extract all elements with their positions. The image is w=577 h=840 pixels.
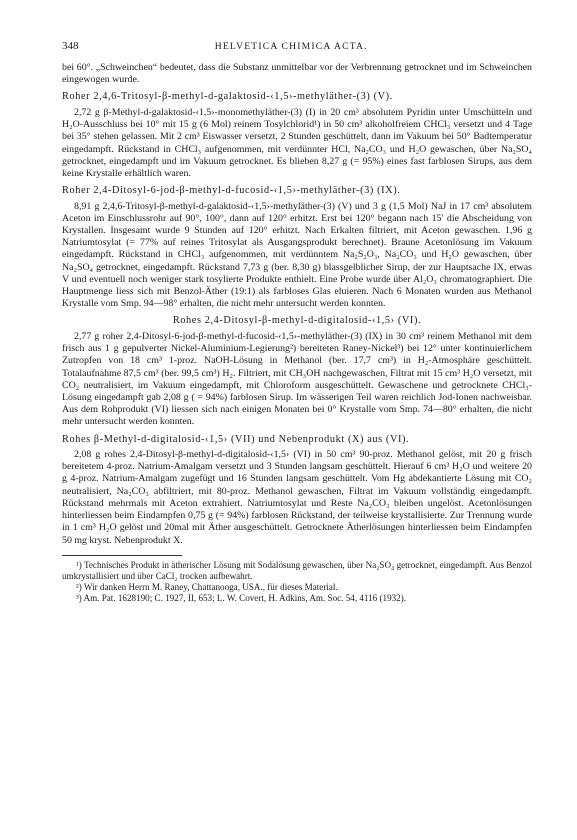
- article-body: [62, 62, 532, 547]
- page-number: 348: [62, 40, 79, 52]
- section-heading: Roher 2,4,6-Tritosyl-β-methyl-d-galaktosid-‹1,5›-methyläther-(3) (V).: [62, 91, 393, 103]
- footnotes: [62, 560, 532, 605]
- section-heading: Roher 2,4-Ditosyl-6-jod-β-methyl-d-fucosid-‹1,5›-methyläther-(3) (IX).: [62, 185, 401, 197]
- body-paragraph: 8,91 g 2,4,6-Tritosyl-β-methyl-d-galaktosid-‹1,5›-methyläther-(3) (V) und 3 g (1,5 Mol) NaJ in 17 cm³ absolutem Aceton im Einschlussrohr auf 90°, 100°, dann auf 120° erhitzt. Erst bei 120° begann nach 15′ die Abscheidung von Krystallen. Insgesamt wurde 9 Stunden auf 120° erhitzt. Nach Erkalten filtriert, mit Aceton gewaschen. 1,96 g Natriumtosylat (= 77% auf reines Tritosylat als Ausgangsprodukt berechnet). Braune Acetonlösung im Vakuum eingedampft. Rückstand in CHCl₃ aufgenommen, mit verdünntem Na₂S₂O₃, Na₂CO₃ und H₂O gewaschen, über Na₂SO₄ getrocknet, eingedampft. Rückstand 7,73 g (ber. 8,30 g) blassgelblicher Sirup, der zur Hauptsache IX, etwas V und eventuell noch weniger stark tosylierte Produkte enthielt. Eine Probe wurde über Al₂O₃ chromatographiert. Die Hauptmenge liess sich mit Benzol-Äther (19:1) als farbloses Glas eluieren. Nach 6 Monaten wurden aus Methanol Krystalle vom Smp. 94—98° erhalten, die nicht mehr untersucht werden konnten.: [62, 200, 532, 310]
- page: [62, 40, 532, 605]
- page-header: [62, 40, 532, 52]
- body-paragraph: 2,77 g roher 2,4-Ditosyl-6-jod-β-methyl-d-fucosid-‹1,5›-methyläther-(3) (IX) in 30 cm³ reinem Methanol mit dem frisch aus 1 g gepulverter Nickel-Aluminium-Legierung²) bereiteten Raney-Nickel³) bei 12° unter kontinuierlichem Zutropfen von 18 cm³ 1-proz. NaOH-Lösung in Methanol (ber. 17,7 cm³) in H₂-Atmosphäre geschüttelt. Totalaufnahme 87,5 cm³ (ber. 99,5 cm³) H₂. Filtriert, mit CH₃OH nachgewaschen, Filtrat mit 15 cm³ H₂O versetzt, mit CO₂ neutralisiert, im Vakuum eingedampft, mit Chloroform ausgeschüttelt. Gewaschene und getrocknete CHCl₃-Lösung eingedampft gab 2,08 g ( = 94%) farblosen Sirup. Im wässerigen Teil waren reichlich Jod-Ionen nachweisbar. Aus dem Rohprodukt (VI) liessen sich nach einigen Monaten bei 0° Krystalle vom Smp. 74—80° erhalten, die nicht mehr untersucht werden konnten.: [62, 330, 532, 428]
- section-heading: Rohes β-Methyl-d-digitalosid-‹1,5› (VII) und Nebenprodukt (X) aus (VI).: [62, 433, 410, 445]
- footnote: ¹) Technisches Produkt in ätherischer Lösung mit Sodalösung gewaschen, über Na₂SO₄ getrocknet, eingedampft. Aus Benzol umkrystallisiert und über CaCl₂ trocken aufbewahrt.: [62, 559, 532, 581]
- body-paragraph: bei 60°. „Schweinchen“ bedeutet, dass die Substanz unmittelbar vor der Verbrennung getrocknet und im Schweinchen eingewogen wurde.: [62, 62, 532, 86]
- body-paragraph: 2,72 g β-Methyl-d-galaktosid-‹1,5›-monomethyläther-(3) (I) in 20 cm³ absolutem Pyridin unter Umschütteln und H₂O-Ausschluss bei 10° mit 15 g (6 Mol) reinem Tosylchlorid¹) in 50 cm³ alkoholfreiem CHCl₃ versetzt und 4 Tage bei 35° stehen gelassen. Mit 2 cm³ Eiswasser versetzt, 2 Stunden geschüttelt, dann im Vakuum bei 50° Badtemperatur eingedampft. Rückstand in CHCl₃ aufgenommen, mit verdünnter HCl, Na₂CO₃ und H₂O gewaschen, über Na₂SO₄ getrocknet, eingedampft und im Vakuum getrocknet. Es blieben 8,27 g (= 95%) eines fast farblosen Sirups, aus dem keine Krystalle erhältlich waren.: [62, 106, 532, 179]
- journal-title: HELVETICA CHIMICA ACTA.: [214, 41, 368, 52]
- section-heading: Rohes 2,4-Ditosyl-β-methyl-d-digitalosid-‹1,5› (VI).: [172, 315, 422, 327]
- footnote-rule: [62, 555, 182, 556]
- footnote: ²) Wir danken Herrn M. Raney, Chattanooga, USA., für dieses Material.: [76, 582, 338, 593]
- footnote: ³) Am. Pat. 1628190; C. 1927, II, 653; L. W. Covert, H. Adkins, Am. Soc. 54, 4116 (1932).: [76, 593, 407, 604]
- body-paragraph: 2,08 g rohes 2,4-Ditosyl-β-methyl-d-digitalosid-‹1,5› (VI) in 50 cm³ 90-proz. Methanol gelöst, mit 20 g frisch bereitetem 4-proz. Natrium-Amalgam versetzt und 3 Stunden langsam geschüttelt. Hierauf 6 cm³ H₂O und weitere 20 g 4-proz. Natrium-Amalgam zugefügt und 16 Stunden langsam geschüttelt. Vom Hg abdekantierte Lösung mit CO₂ neutralisiert, Na₂CO₃ abfiltriert, mit 80-proz. Methanol gewaschen, Filtrat im Vakuum vollständig eingedampft. Rückstand mehrmals mit Aceton extrahiert. Natriumtosylat und Reste Na₂CO₃ bleiben ungelöst. Acetonlösungen hinterliessen beim Eindampfen 0,75 g (= 94%) farblosen Rückstand, der teilweise krystallisierte. Zur Trennung wurde in 1 cm³ H₂O gelöst und 20mal mit Äther ausgeschüttelt. Getrocknete Ätherlösungen hinterliessen beim Eindampfen 50 mg kryst. Nebenprodukt X.: [62, 449, 532, 546]
